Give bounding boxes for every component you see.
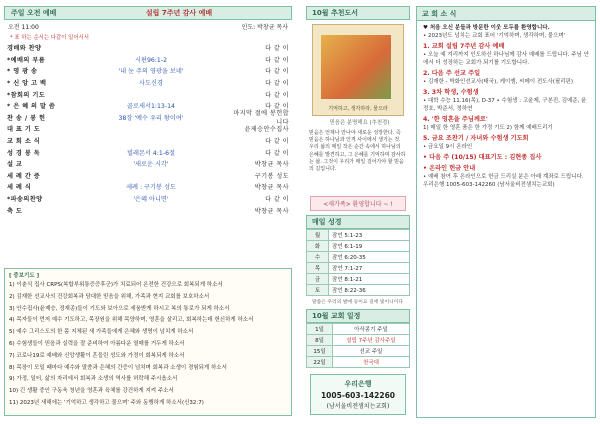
prayer-box [4,268,292,416]
news-heading: • 다음 주 (10/15) 대표기도 : 김현종 집사 [423,154,542,161]
order-label: 성 경 봉 독 [7,149,41,157]
news-heading: • 온라인 헌금 안내 [423,165,476,172]
bible-verse: 잠언 6:20-35 [329,252,410,263]
prayer-item: 1) 이춘식 집사 CRPS(복합부위통증증후군)가 치료되어 온전한 건강으로 회복되게 하소서 [9,282,223,288]
order-row [4,204,292,216]
service-title: 설립 7주년 감사 예배 [145,9,213,17]
bible-day: 화 [307,241,329,252]
order-leader: 박창균 목사 [254,184,289,192]
order-detail: 빌레몬서 4:1-6절 [127,149,175,157]
order-detail: '내 눈 주의 영광을 보네' [118,68,184,76]
service-time: 오전 11:00 [8,24,39,31]
bible-row [307,241,410,252]
order-leader: 마지막 절에 봉헌합니다 [233,110,289,127]
order-row [4,158,292,170]
order-label: *참회의 기도 [7,91,46,99]
news-text: • 오늘 예 겨리까지 인도하신 하나님께 감사 예배를 드립니다. 주님 안에서 더 성장하는 교회가 되기를 기도합니다. [423,52,589,66]
news-heading: 1. 교회 설립 7주년 감사 예배 [423,43,505,50]
bank-holder: (남서울비전샘치는교회) [326,403,390,410]
order-label: 설 교 [7,161,23,169]
bible-row [307,252,410,263]
order-row [4,135,292,147]
schedule-row [307,346,410,357]
order-leader: 다 같 이 [265,45,289,53]
news-body [417,21,595,192]
bank-name: 우리은행 [344,380,372,388]
schedule-row [307,324,410,335]
standing-note: * 표 하는 순서는 다같이 일어서서 [10,35,89,41]
schedule-event: 아삭콩기 주일 [333,324,410,335]
news-heading: 3. 3차 학생, 수험생 [423,89,479,96]
news-heading: 4. '한 영혼을 주님께로' [423,116,488,123]
order-leader: 다 같 이 [265,91,289,99]
order-label: * 신 앙 고 백 [7,80,47,88]
bible-verse: 잠언 6:1-19 [329,241,410,252]
prayer-item: 7) 코로나19로 예배와 신앙생활이 흔들린 성도와 가정이 회복되게 하소서 [9,352,185,359]
order-detail: 사도신경 [139,80,163,88]
news-text: • 금요일 9시 온라인 [423,144,473,150]
order-label: * 영 광 송 [7,68,38,76]
bank-account: 1005-603-142260 [320,391,396,400]
service-info [4,20,292,33]
bible-day: 월 [307,230,329,241]
news-text: • 2023년도 넘치는 교회 표어 '기억하며, 생각하며, 물으며' [423,33,566,39]
bible-row [307,263,410,274]
prayer-item: 4) 목자들이 먼저 예수 기도하고, 목장원을 위해 목양하며, 영혼을 살리고, 회복하는데 헌신하게 하소서 [9,317,254,324]
order-row [4,42,292,54]
order-label: 찬 송 / 봉 헌 [7,114,46,122]
bible-day: 수 [307,252,329,263]
cover-art [321,35,391,99]
book-cover-title: 기억하고, 생각하라, 물으라 [328,106,388,112]
news-text: 1) 매일 한 영혼 품은 한 가정 기도 2) 함께 예배드리기 [423,125,553,131]
prayer-item: 10) 긴 생활 중인 구동욱 청년을 영혼과 육체를 강건하게 지켜 주소서 [9,388,174,395]
bible-day: 토 [307,285,329,296]
prayer-item: 11) 2023년 새해에는 '기억하고 생각하고 물으며' 주와 동행하게 하소서(신32:7) [9,399,204,406]
worship-header [4,6,292,20]
bible-verse: 잠언 5:1-23 [329,230,410,241]
schedule-header: 10월 교회 일정 [306,309,410,323]
order-row [4,77,292,89]
schedule-date: 15일 [307,346,333,357]
schedule-date: 8일 [307,335,333,346]
order-leader: 다 같 이 [265,149,289,157]
order-label: 축 도 [7,207,23,215]
order-label: 교 회 소 식 [7,138,41,146]
order-label: 대 표 기 도 [7,126,41,134]
book-cover-image [312,24,404,116]
news-list [423,32,589,189]
book-header: 10월 추천도서 [306,6,410,20]
order-label: *예배의 부름 [7,56,46,64]
order-label: *파송의찬양 [7,196,43,204]
order-leader: 다 같 이 [265,103,289,111]
bible-day: 금 [307,274,329,285]
order-row [4,65,292,77]
schedule-event: 천국대 [333,357,410,368]
news-text: • 김재한 - 박화인선교사(태국), 케이엠, 씨메이 전도사(필리핀) [423,79,573,85]
news-text: • 예배 참여 후 온라인으로 헌금 드리실 분은 아래 계좌로 드립니다. 우리은행 1005-603-142260 (남서울비전샘치는교회) [423,174,584,188]
bulletin-right-page [306,6,596,418]
news-intro: ♥ 처음 오신 분들과 방문한 이웃 모두를 환영합니다. [423,25,550,31]
schedule-row [307,335,410,346]
order-detail: 38장 '예수 우리 왕이여' [118,114,184,122]
left-column [306,6,410,418]
book-caption: 믿음은 분명해요 (추천경) [329,120,390,126]
prayer-item: 3) 안수집사(윤제승, 정재종)들이 기도와 보아으로 세움받게 하시고 복의 통로가 되게 하소서 [9,305,230,312]
bible-note: 말씀은 우리의 발에 등이요 길에 빛이니이다 [312,300,404,305]
schedule-table [306,323,410,368]
bible-reading-table [306,229,410,296]
prayer-item: 8) 목장이 모일 때마다 예수와 말씀과 은혜의 간증이 넘치며 회복과 소생이 경험되게 하소서 [9,364,227,371]
prayer-list [9,280,287,410]
schedule-date: 1일 [307,324,333,335]
order-leader: 다 같 이 [265,68,289,76]
order-leader: 다 같 이 [265,56,289,64]
news-column [416,6,596,418]
order-row [4,146,292,158]
order-leader: 다 같 이 [265,138,289,146]
bible-verse: 잠언 7:1-27 [329,263,410,274]
news-text: • 대학 수능 11.16(목), D-37 • 수험생 : 고윤제, 구본진, 김예준, 윤정호, 박준서, 정하연 [423,98,587,112]
order-row [4,170,292,182]
welcome-banner: <새가족> 환영합니다 ~ ! [310,196,406,211]
news-heading: 5. 금요 조찬기 / 자녀와 수험생 기도회 [423,135,529,142]
bible-verse: 잠언 8:1-21 [329,274,410,285]
service-leader: 인도: 박창균 목사 [241,24,288,31]
book-description: 믿음은 언제나 만나야 새로운 성장한다. 즉 믿음은 하나님과 인격 사이에서 생기는 것. 우리 삶의 매일 작은 순간 속에서 하나님의 은혜를 발견하고, 그 은혜를 기억하며 감사하는 삶. 그것이 우리가 매일 걸어가야 할 믿음의 길입니다. [309,130,406,173]
bible-row [307,285,410,296]
prayer-item: 2) 김재한 선교사의 건강회복과 담대한 믿음을 위해, 가족과 현지 교회를 보호하소서 [9,293,210,300]
schedule-row [307,357,410,368]
prayer-item: 6) 수험생들이 믿음과 실력을 잘 준비하여 아름다운 열매를 거두게 하소서 [9,340,185,347]
order-row [4,88,292,100]
order-label: 세 례 간 증 [7,172,41,180]
order-leader: 윤제승안수집사 [244,126,289,134]
order-leader: 박창균 목사 [254,207,289,215]
order-detail: 세례 : 구기봉 성도 [126,184,176,192]
news-heading: 2. 다음 주 선교 주일 [423,70,481,77]
schedule-event: 선교 주일 [333,346,410,357]
order-row [4,110,292,127]
prayer-item: 5) 예수 그리스도의 한 몸 지체된 새 가족들에게 은혜와 생명이 넘치게 하소서 [9,329,194,336]
order-row [4,193,292,205]
bible-header: 매일 성경 [306,215,410,229]
order-leader: 다 같 이 [265,80,289,88]
order-row [4,54,292,66]
bible-day: 목 [307,263,329,274]
bible-row [307,274,410,285]
bulletin-left-page [4,6,292,418]
order-detail: '은혜 아니면' [133,196,169,204]
news-header: 교 회 소 식 [417,7,595,21]
order-leader: 박창균 목사 [254,161,289,169]
order-label: * 은 혜 의 말 씀 [7,103,56,111]
order-leader: 구기봉 성도 [254,172,289,180]
order-label: 세 례 식 [7,184,32,192]
schedule-date: 22일 [307,357,333,368]
worship-order-list [4,42,292,216]
order-detail: '새로운 시각' [133,161,169,169]
prayer-title: [ 중보기도 ] [9,273,40,279]
bible-verse: 잠언 8:22-36 [329,285,410,296]
order-detail: 골로새서1:13-14 [127,103,175,111]
schedule-event: 설립 7주년 감사주일 [333,335,410,346]
prayer-item: 9) 가정, 일터, 삶의 자리에서 회복과 소생의 역사를 허락해 주시옵소서 [9,376,178,383]
service-name: 주일 오전 예배 [11,9,57,17]
bible-row [307,230,410,241]
order-detail: 시편96:1-2 [134,56,168,64]
order-leader: 다 같 이 [265,196,289,204]
bank-info [310,374,406,415]
order-label: 경배와 찬양 [7,45,42,53]
order-row [4,123,292,135]
order-row [4,181,292,193]
